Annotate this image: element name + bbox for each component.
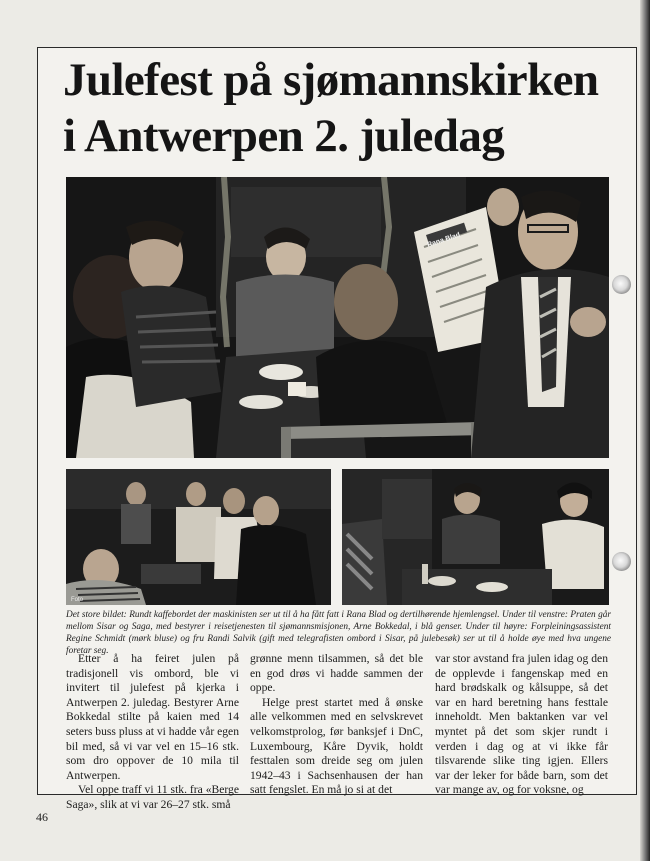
paragraph: var stor avstand fra julen idag og den de opplevde i fangenskap med en hard brødskalk og kålsuppe, så det var en hard beretning hans festtale inneholdt. Men baktanken var vel myntet på det som skjer rundt i verden i dag og at vi ikke får tilsvarende slike ting igjen. Ellers var der leker for både barn, som det var mange av, og for voksne, og [435,652,608,797]
photo-credit: Foto [71,597,84,603]
text-column-2 [250,652,423,798]
main-photo [66,177,609,458]
text-column-1 [66,652,239,813]
paragraph: Helge prest startet med å ønske alle velkommen med en selvskrevet velkomstprolog, før banksjef i DnC, Luxembourg, Kåre Dyvik, holdt festtalen som dreide seg om julen 1942–43 i Sachsenhausen der han satt fengslet. En må jo si at det [250,695,423,797]
paragraph: Etter å ha feiret julen på tradisjonell vis ombord, ble vi invitert til julefest på kjerka i Antwerpen 2. juledag. Bestyrer Arne Bokkedal stilte på kaien med 14 seters buss pluss at vi hadde vår egen bil med, så vi var vel en 15–16 stk. som dro oppover de 10 mila til Antwerpen. [66,652,239,782]
paragraph: Vel oppe traff vi 11 stk. fra «Berge Saga», slik at vi var 26–27 stk. små [66,783,239,811]
page-number: 46 [36,810,48,824]
page-edge-shadow [640,0,650,861]
paragraph: grønne menn tilsammen, så det ble en god drøs vi hadde sammen der oppe. [250,652,423,695]
title-line-1: Julefest på sjømannskirken [63,54,599,106]
lower-right-photo [342,469,609,605]
photo-caption: Det store bildet: Rundt kaffebordet der maskinisten ser ut til å ha fått fatt i Rana Blad og dertilhørende hjemlengsel. Under til venstre: Praten går mellom Sisar og Saga, med bestyrer i reisetjenesten til sjømannsmisjonen, Arne Bokkedal, i blå genser. Under til høyre: Forpleiningsassistent Regine Schmidt (mørk bluse) og fru Randi Salvik (gift med telegrafisten ombord i Sisar, på julebesøk) ser ut til å holde øye med hva ungene foretar seg. [66,610,611,656]
lower-left-photo [66,469,331,605]
article-title [63,52,638,164]
binder-hole-bottom [612,552,631,571]
newspaper-label: Rana Blad [426,231,462,249]
text-column-3 [435,652,608,798]
binder-hole-top [612,275,631,294]
title-line-2: i Antwerpen 2. juledag [63,110,505,162]
